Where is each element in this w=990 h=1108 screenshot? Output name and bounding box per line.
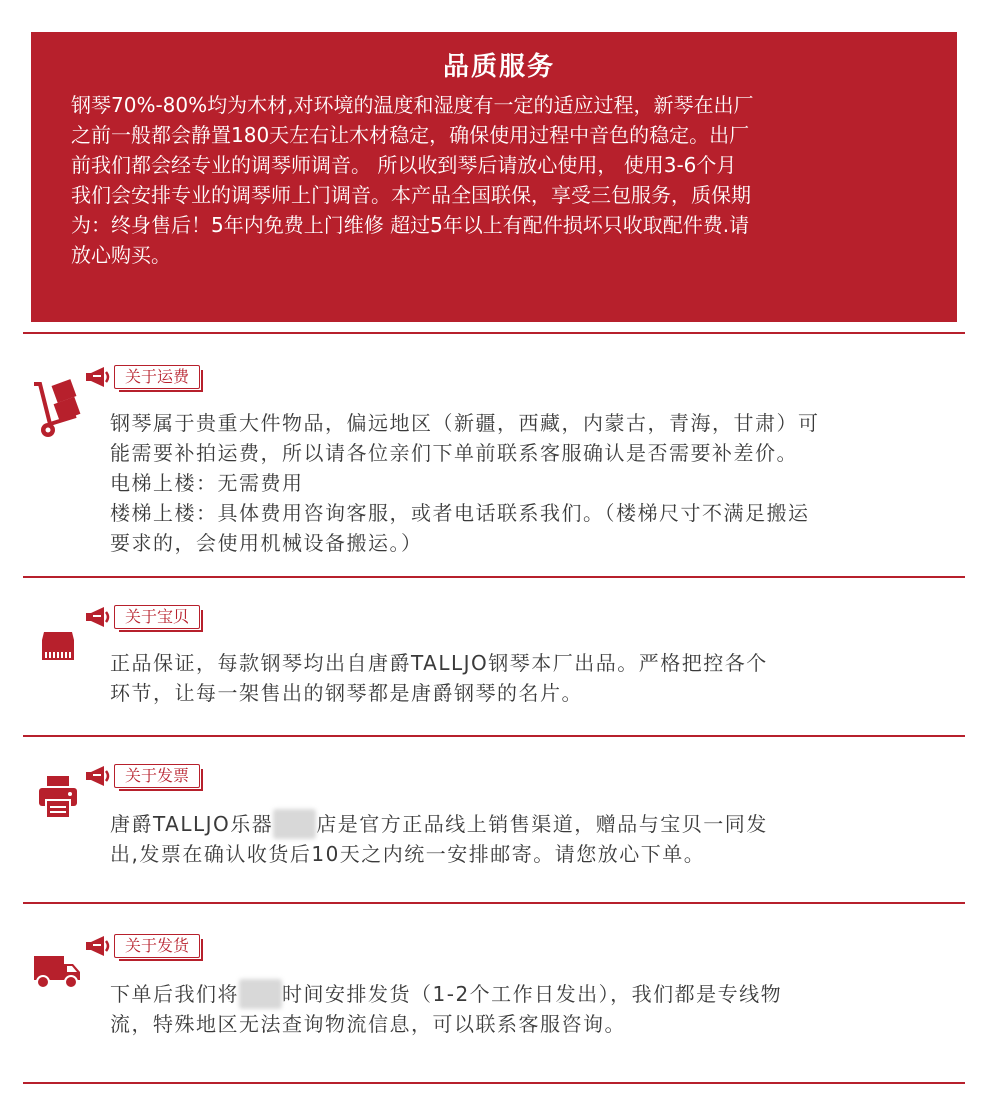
tag-label: 关于运费: [114, 365, 200, 389]
divider: [23, 332, 965, 334]
megaphone-icon: [84, 764, 112, 788]
text-line: 正品保证，每款钢琴均出自唐爵TALLJO钢琴本厂出品。严格把控各个: [110, 651, 768, 675]
megaphone-icon: [84, 605, 112, 629]
tag-label: 关于发票: [114, 764, 200, 788]
printer-icon: [38, 775, 78, 819]
shipping-fee-text: [110, 408, 820, 558]
truck-icon: [33, 954, 81, 990]
banner-line: 前我们都会经专业的调琴师调音。 所以收到琴后请放心使用， 使用3-6个月: [71, 153, 737, 177]
invoice-tag: [84, 764, 200, 788]
megaphone-icon: [84, 365, 112, 389]
text-line: [110, 979, 782, 1009]
banner-text: [71, 90, 927, 270]
banner-line: 放心购买。: [71, 243, 171, 267]
text-line: 能需要补拍运费，所以请各位亲们下单前联系客服确认是否需要补差价。: [110, 441, 798, 465]
text-segment: 下单后我们将: [110, 982, 239, 1006]
text-line: 出,发票在确认收货后10天之内统一安排邮寄。请您放心下单。: [110, 842, 706, 866]
banner-line: 我们会安排专业的调琴师上门调音。本产品全国联保，享受三包服务，质保期: [71, 183, 751, 207]
blurred-text: [239, 979, 282, 1009]
text-line: [110, 809, 768, 839]
shipping-fee-tag: [84, 365, 200, 389]
divider: [23, 576, 965, 578]
hand-truck-icon: [30, 378, 86, 442]
divider: [23, 1082, 965, 1084]
text-segment: 唐爵TALLJO乐器: [110, 812, 274, 836]
text-segment: 店是官方正品线上销售渠道，赠品与宝贝一同发: [316, 812, 768, 836]
banner-line: 为：终身售后！5年内免费上门维修 超过5年以上有配件损坏只收取配件费.请: [71, 213, 750, 237]
tag-label: 关于发货: [114, 934, 200, 958]
divider: [23, 735, 965, 737]
quality-service-banner: [31, 32, 957, 322]
shop-icon: [40, 630, 76, 664]
banner-line: 之前一般都会静置180天左右让木材稳定，确保使用过程中音色的稳定。出厂: [71, 123, 750, 147]
blurred-text: [273, 809, 316, 839]
delivery-text: [110, 979, 782, 1039]
banner-line: 钢琴70%-80%均为木材,对环境的温度和湿度有一定的适应过程，新琴在出厂: [71, 93, 754, 117]
about-product-text: [110, 648, 768, 708]
text-line: 电梯上楼：无需费用: [110, 471, 304, 495]
megaphone-icon: [84, 934, 112, 958]
text-segment: 时间安排发货（1-2个工作日发出），我们都是专线物: [282, 982, 783, 1006]
tag-label: 关于宝贝: [114, 605, 200, 629]
divider: [23, 902, 965, 904]
text-line: 环节，让每一架售出的钢琴都是唐爵钢琴的名片。: [110, 681, 583, 705]
about-product-tag: [84, 605, 200, 629]
text-line: 楼梯上楼：具体费用咨询客服，或者电话联系我们。（楼梯尺寸不满足搬运: [110, 501, 810, 525]
text-line: 流，特殊地区无法查询物流信息，可以联系客服咨询。: [110, 1012, 626, 1036]
delivery-tag: [84, 934, 200, 958]
banner-title: 品质服务: [442, 52, 555, 82]
text-line: 要求的，会使用机械设备搬运。）: [110, 531, 423, 555]
text-line: 钢琴属于贵重大件物品，偏远地区（新疆，西藏，内蒙古，青海，甘肃）可: [110, 411, 820, 435]
invoice-text: [110, 809, 768, 869]
